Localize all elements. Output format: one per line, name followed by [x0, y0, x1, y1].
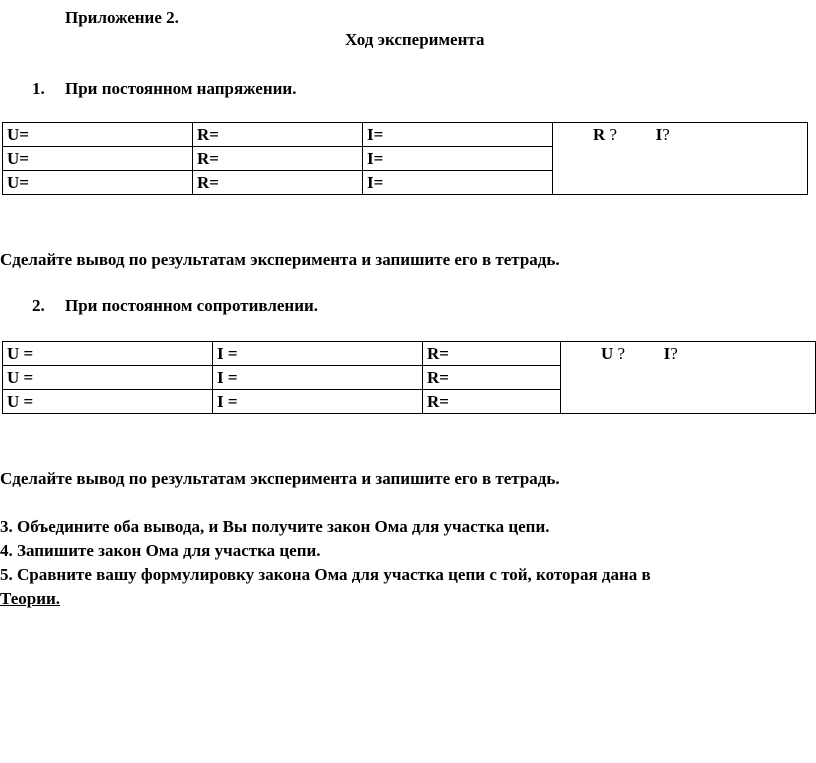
table-cell: I =: [213, 390, 423, 414]
table-cell: U =: [3, 342, 213, 366]
table-cell: R=: [193, 123, 363, 147]
merged-cell: [561, 342, 816, 414]
merged-label-u: U: [601, 344, 614, 363]
table-cell: U =: [3, 390, 213, 414]
merged-cell: [553, 123, 808, 195]
step-4: 4. Запишите закон Ома для участка цепи.: [0, 541, 321, 560]
table-row: [3, 123, 808, 147]
question-mark: ?: [617, 344, 626, 363]
table-cell: I=: [363, 123, 553, 147]
table-constant-voltage: [2, 122, 808, 195]
table-cell: I=: [363, 147, 553, 171]
table-constant-resistance: [2, 341, 816, 414]
conclusion-2: Сделайте вывод по результатам эксперимента и запишите его в тетрадь.: [0, 469, 560, 488]
step-5-line-1: 5. Сравните вашу формулировку закона Ома для участка цепи с той, которая дана в: [0, 565, 651, 584]
table-cell: I =: [213, 342, 423, 366]
table-cell: R=: [193, 147, 363, 171]
table-cell: R=: [423, 366, 561, 390]
merged-label-i: I: [663, 344, 671, 363]
merged-label-r: R: [593, 125, 606, 144]
table-cell: I=: [363, 171, 553, 195]
table-cell: R=: [423, 342, 561, 366]
document-title: Ход эксперимента: [345, 30, 485, 49]
section-2-heading: При постоянном сопротивлении.: [65, 296, 319, 315]
table-cell: U=: [3, 171, 193, 195]
table-cell: R=: [193, 171, 363, 195]
table-cell: R=: [423, 390, 561, 414]
table-cell: I =: [213, 366, 423, 390]
table-row: [3, 342, 816, 366]
section-2-number: 2.: [32, 296, 45, 315]
merged-label-i: I: [655, 125, 663, 144]
section-1-number: 1.: [32, 79, 45, 98]
table-cell: U =: [3, 366, 213, 390]
appendix-title: Приложение 2.: [65, 8, 179, 27]
table-cell: U=: [3, 147, 193, 171]
section-1-heading: При постоянном напряжении.: [65, 79, 297, 98]
step-3: 3. Объедините оба вывода, и Вы получите закон Ома для участка цепи.: [0, 517, 550, 536]
question-mark: ?: [609, 125, 618, 144]
step-5-line-2: Теории.: [0, 589, 61, 608]
conclusion-1: Сделайте вывод по результатам эксперимента и запишите его в тетрадь.: [0, 250, 560, 269]
table-cell: U=: [3, 123, 193, 147]
question-mark: ?: [662, 125, 670, 144]
question-mark: ?: [670, 344, 678, 363]
